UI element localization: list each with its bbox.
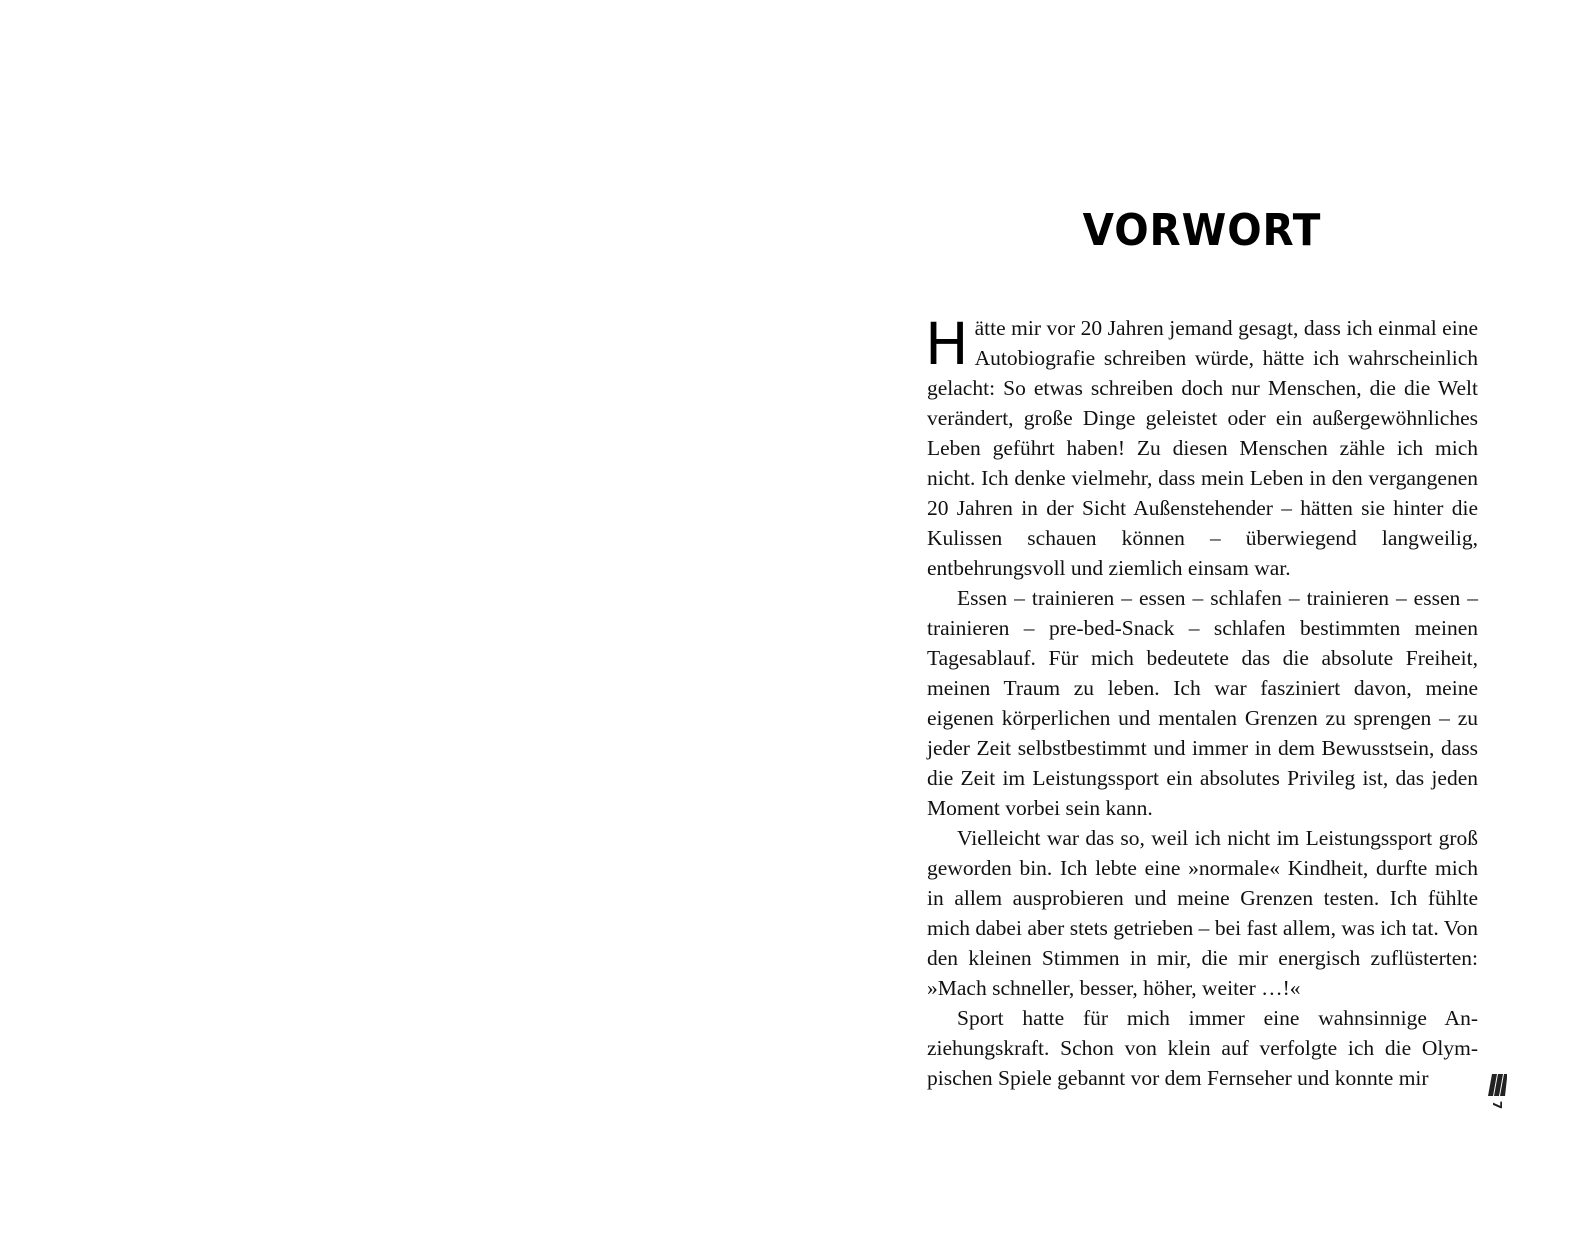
- paragraph: Sport hatte für mich immer eine wahnsinnige Anziehungskraft. Schon von klein auf verfolgte ich die Olympischen Spiele gebannt vor dem Fernseher und konnte mir: [927, 1006, 1478, 1090]
- body-text: [925, 310, 1478, 1093]
- page-number-marker: [1487, 1074, 1509, 1114]
- page-number: 7: [1490, 1100, 1504, 1110]
- chapter-title: VORWORT: [1082, 205, 1322, 256]
- paragraph-text: ätte mir vor 20 Jahren jemand gesagt, dass ich einmal eine Autobiografie schreiben würde, hätte ich wahrscheinlich gelacht: So etwas schreiben doch nur Menschen, die die Welt verändert, große Dinge geleistet oder ein außergewöhnliches Leben geführt haben! Zu diesen Menschen zähle ich mich nicht. Ich denke vielmehr, dass mein Leben in den vergangenen 20 Jahren in der Sicht Außenstehender – hätten sie hinter die Kulissen schauen können – überwiegend langweilig, entbehrungsvoll und ziemlich einsam war.: [927, 316, 1478, 580]
- paragraph: Essen – trainieren – essen – schlafen – trainieren – essen – trainieren – pre-bed-Snack – schlafen bestimmten meinen Tagesablauf. Für mich bedeutete das die absolute Freiheit, meinen Traum zu leben. Ich war fasziniert davon, meine eigenen körperlichen und mentalen Grenzen zu sprengen – zu jeder Zeit selbstbestimmt und immer in dem Bewusstsein, dass die Zeit im Leistungssport ein absolutes Privileg ist, das jeden Moment vorbei sein kann.: [927, 586, 1478, 820]
- paragraph: Vielleicht war das so, weil ich nicht im Leistungssport groß geworden bin. Ich lebte eine »normale« Kindheit, durfte mich in allem ausprobieren und meine Grenzen testen. Ich fühlte mich dabei aber stets getrieben – bei fast allem, was ich tat. Von den kleinen Stimmen in mir, die mir energisch zuflüsterten: »Mach schneller, besser, höher, weiter …!«: [927, 826, 1478, 1000]
- page-stripes-icon: [1487, 1074, 1507, 1096]
- drop-cap: H: [925, 310, 969, 378]
- paragraph: [925, 310, 1478, 583]
- right-page: [797, 0, 1594, 1240]
